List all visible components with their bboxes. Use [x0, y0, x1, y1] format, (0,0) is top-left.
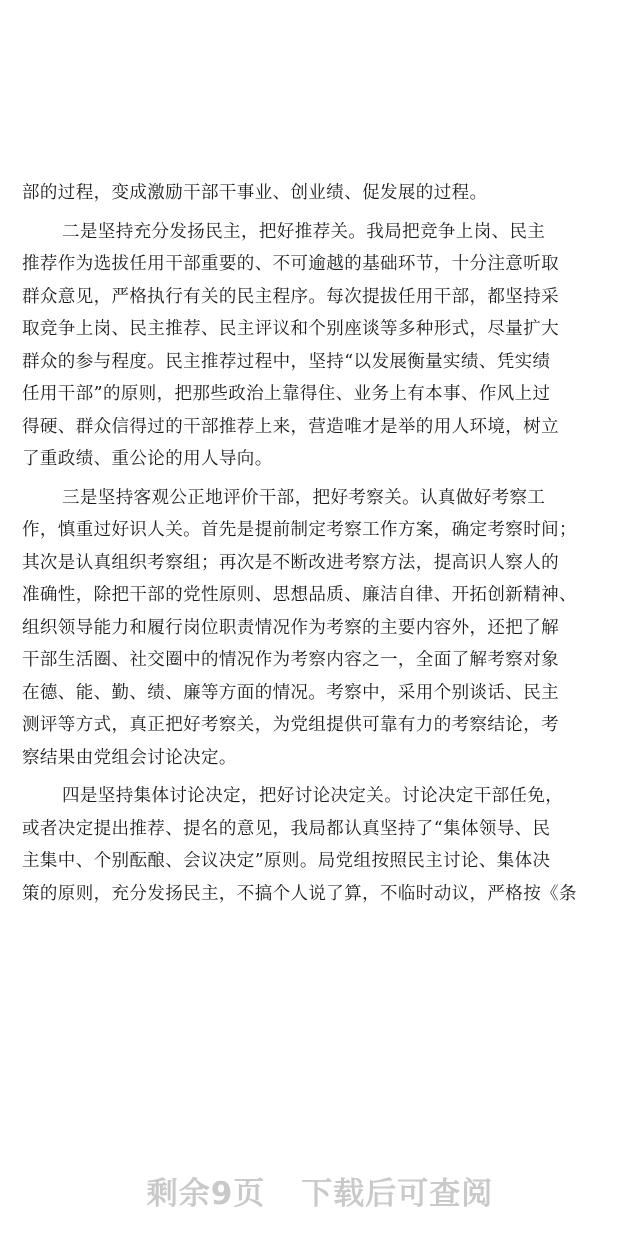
text-line: 组织领导能力和履行岗位职责情况作为考察的主要内容外，还把了解 — [22, 617, 559, 638]
text-line: 任用干部”的原则，把那些政治上靠得住、业务上有本事、作风上过 — [22, 384, 551, 404]
text-line: 取竞争上岗、民主推荐、民主评议和个别座谈等多种形式，尽量扩大 — [22, 319, 559, 339]
text-line: 主集中、个别酝酿、会议决定”原则。局党组按照民主讨论、集体决 — [22, 851, 551, 871]
text-line: 群众的参与程度。民主推荐过程中，坚持“以发展衡量实绩、凭实绩 — [22, 351, 551, 372]
text-line: 群众意见，严格执行有关的民主程序。每次提拔任用干部，都坚持采 — [22, 286, 559, 307]
download-to-view-label: 下载后可查阅 — [301, 1176, 494, 1212]
paragraph-4-line: 四是坚持集体讨论决定，把好讨论决定关。讨论决定干部任免， — [62, 786, 564, 806]
paragraph-2-line: 二是坚持充分发扬民主，把好推荐关。我局把竞争上岗、民主 — [62, 221, 546, 242]
text-line: 得硬、群众信得过的干部推荐上来，营造唯才是举的用人环境，树立 — [22, 416, 559, 437]
text-line: 部的过程，变成激励干部干事业、创业绩、促发展的过程。 — [22, 183, 488, 203]
text-line: 或者决定提出推荐、提名的意见，我局都认真坚持了“集体领导、民 — [22, 818, 551, 839]
text-line: 策的原则，充分发扬民主，不搞个人说了算，不临时动议，严格按《条 — [22, 883, 577, 904]
text-line: 其次是认真组织考察组；再次是不断改进考察方法，提高识人察人的 — [22, 552, 559, 573]
text-line: 测评等方式，真正把好考察关，为党组提供可靠有力的考察结论，考 — [22, 715, 559, 735]
text-line: 在德、能、勤、绩、廉等方面的情况。考察中，采用个别谈话、民主 — [22, 682, 559, 703]
text-line: 了重政绩、重公论的用人导向。 — [22, 449, 273, 469]
document-body — [22, 177, 620, 910]
text-line: 察结果由党组会讨论决定。 — [22, 747, 237, 768]
download-prompt-banner[interactable] — [0, 1168, 640, 1213]
text-line: 准确性，除把干部的党性原则、思想品质、廉洁自律、开拓创新精神、 — [22, 585, 577, 605]
text-line: 干部生活圈、社交圈中的情况作为考察内容之一，全面了解考察对象 — [22, 650, 559, 670]
text-line: 作，慎重过好识人关。首先是提前制定考察工作方案，确定考察时间； — [22, 520, 577, 540]
text-line: 推荐作为选拔任用干部重要的、不可逾越的基础环节，十分注意听取 — [22, 254, 559, 274]
paragraph-3-line: 三是坚持客观公正地评价干部，把好考察关。认真做好考察工 — [62, 487, 546, 508]
remaining-pages-label: 剩余9页 — [146, 1176, 266, 1212]
